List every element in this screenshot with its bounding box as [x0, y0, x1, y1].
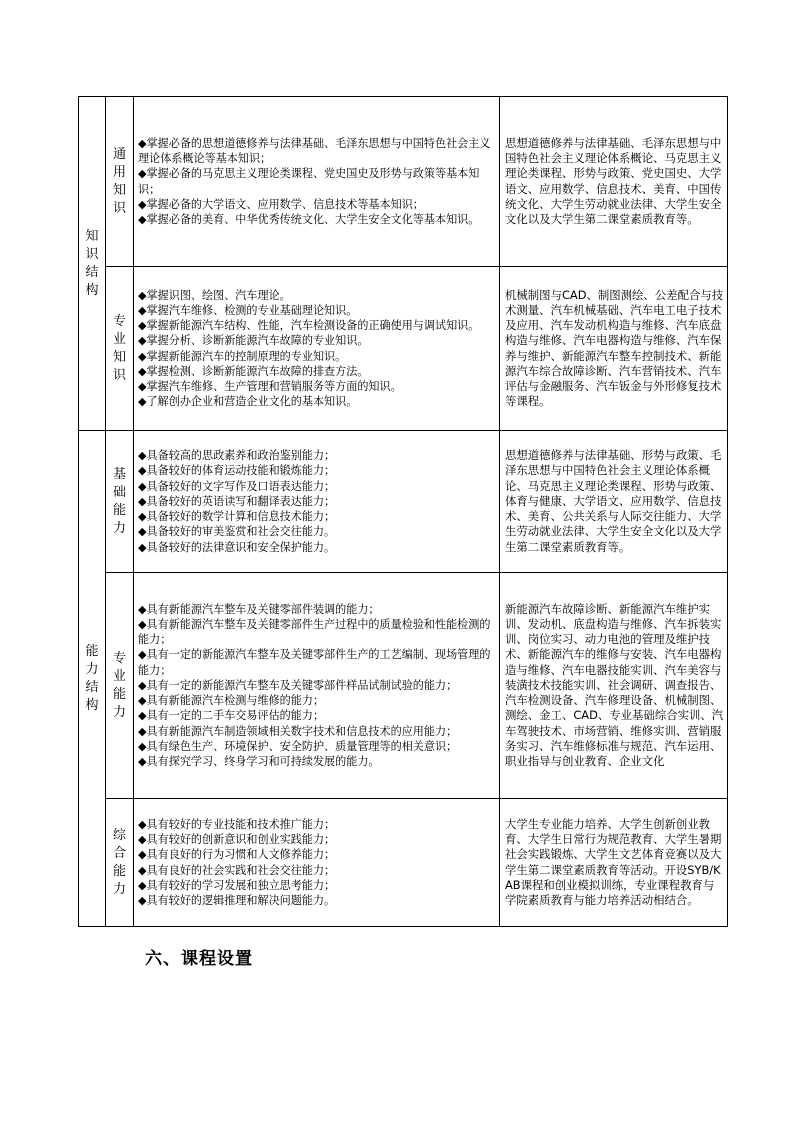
- courses-cell: 思想道德修养与法律基础、形势与政策、毛泽东思想与中国特色社会主义理论体系概论、马克思主义理论类课程、形势与政策、体育与健康、大学语文、应用数学、信息技术、美育、公共关系与人际交往能力、大学生劳动就业法律、大学生安全文化以及大学生第二课堂素质教育等。: [500, 431, 728, 573]
- category-label: 能力结构: [85, 643, 99, 713]
- category-label: 知识结构: [85, 228, 99, 298]
- requirement-item: ◆掌握必备的马克思主义理论类课程、党史国史及形势与政策等基本知识；: [138, 167, 480, 196]
- courses-cell: 大学生专业能力培养、大学生创新创业教育、大学生日常行为规范教育、大学生暑期社会实践锻炼、大学生文艺体育竞赛以及大学生第二课堂素质教育等活动。开设SYB/KAB课程和创业模拟训练，专业课程教育与学院素质教育与能力培养活动相结合。: [500, 799, 728, 927]
- table-row: [79, 573, 728, 799]
- subcategory-professional-ability: [106, 573, 134, 799]
- courses-cell: 新能源汽车故障诊断、新能源汽车维护实训、发动机、底盘构造与维修、汽车拆装实训、岗位实习、动力电池的管理及维护技术、新能源汽车的维修与安装、汽车电器构造与维修、汽车电器技能实训、汽车美容与装潢技术技能实训、社会调研、调查报告、汽车检测设备、汽车修理设备、机械制图、测绘、金工、CAD、专业基础综合实训、汽车驾驶技术、市场营销、维修实训、营销服务实习、汽车维修标准与规范、汽车运用、职业指导与创业教育、企业文化: [500, 573, 728, 799]
- requirements-cell: [134, 267, 500, 431]
- requirement-item: ◆具有较好的专业技能和技术推广能力；: [138, 817, 336, 831]
- table-row: [79, 799, 728, 927]
- requirement-item: ◆掌握检测、诊断新能源汽车故障的排查方法。: [138, 364, 369, 378]
- requirement-item: ◆具有良好的行为习惯和人文修养能力；: [138, 848, 336, 862]
- subcategory-label: 综合能力: [112, 827, 126, 897]
- subcategory-label: 基础能力: [112, 466, 126, 536]
- table-row: [79, 97, 728, 267]
- requirement-item: ◆了解创办企业和营造企业文化的基本知识。: [138, 395, 358, 409]
- requirement-item: ◆掌握必备的美育、中华优秀传统文化、大学生安全文化等基本知识。: [138, 212, 480, 226]
- table-row: [79, 267, 728, 431]
- requirement-item: ◆具有较好的逻辑推理和解决问题能力。: [138, 893, 336, 907]
- subcategory-label: 专业能力: [112, 650, 126, 720]
- requirement-item: ◆掌握必备的思想道德修养与法律基础、毛泽东思想与中国特色社会主义理论体系概论等基本知识；: [138, 136, 491, 166]
- requirement-item: ◆掌握汽车维修、检测的专业基础理论知识。: [138, 303, 358, 317]
- requirement-item: ◆具备较好的文字写作及口语表达能力；: [138, 479, 336, 493]
- requirements-cell: [134, 799, 500, 927]
- requirement-item: ◆具有新能源汽车整车及关键零部件装调的能力；: [138, 602, 380, 616]
- requirement-item: ◆具有较好的创新意识和创业实践能力；: [138, 833, 336, 847]
- requirement-item: ◆具有一定的新能源汽车整车及关键零部件样品试制试验的能力；: [138, 678, 458, 692]
- requirement-item: ◆具有一定的新能源汽车整车及关键零部件生产的工艺编制、现场管理的能力；: [138, 648, 491, 677]
- requirement-item: ◆掌握汽车维修、生产管理和营销服务等方面的知识。: [138, 379, 402, 393]
- requirements-cell: [134, 97, 500, 267]
- requirement-item: ◆具有新能源汽车检测与维修的能力；: [138, 694, 325, 708]
- subcategory-basic-ability: [106, 431, 134, 573]
- requirement-item: ◆具备较好的法律意识和安全保护能力。: [138, 540, 336, 554]
- requirement-item: ◆具有绿色生产、环境保护、安全防护、质量管理等的相关意识；: [138, 739, 458, 753]
- requirement-item: ◆具备较好的数学计算和信息技术能力；: [138, 510, 336, 524]
- requirement-item: ◆具有一定的二手车交易评估的能力；: [138, 709, 325, 723]
- requirement-item: ◆具有较好的学习发展和独立思考能力；: [138, 878, 336, 892]
- subcategory-label: 专业知识: [112, 313, 126, 383]
- requirement-item: ◆掌握识图、绘图、汽车理论。: [138, 288, 291, 302]
- requirement-item: ◆掌握分析、诊断新能源汽车故障的专业知识。: [138, 334, 369, 348]
- requirement-item: ◆具有探究学习、终身学习和可持续发展的能力。: [138, 754, 380, 768]
- requirement-item: ◆具备较好的体育运动技能和锻炼能力；: [138, 464, 336, 478]
- subcategory-comprehensive-ability: [106, 799, 134, 927]
- requirement-item: ◆具备较好的审美鉴赏和社会交往能力。: [138, 525, 336, 539]
- courses-cell: 思想道德修养与法律基础、毛泽东思想与中国特色社会主义理论体系概论、马克思主义理论类课程、形势与政策、党史国史、大学语文、应用数学、信息技术、美育、中国传统文化、大学生劳动就业法律、大学生安全文化以及大学生第二课堂素质教育等。: [500, 97, 728, 267]
- requirements-cell: [134, 573, 500, 799]
- subcategory-general-knowledge: [106, 97, 134, 267]
- requirement-item: ◆具有良好的社会实践和社会交往能力；: [138, 863, 336, 877]
- category-knowledge-structure: [79, 97, 106, 431]
- subcategory-professional-knowledge: [106, 267, 134, 431]
- category-ability-structure: [79, 431, 106, 927]
- requirement-item: ◆具有新能源汽车整车及关键零部件生产过程中的质量检验和性能检测的能力；: [138, 618, 491, 647]
- table-row: [79, 431, 728, 573]
- section-heading: 六、课程设置: [145, 949, 253, 969]
- courses-cell: 机械制图与CAD、制图测绘、公差配合与技术测量、汽车机械基础、汽车电工电子技术及应用、汽车发动机构造与维修、汽车底盘构造与维修、汽车电器构造与维修、汽车保养与维护、新能源汽车整车控制技术、新能源汽车综合故障诊断、汽车营销技术、汽车评估与金融服务、汽车钣金与外形修复技术等课程。: [500, 267, 728, 431]
- requirement-item: ◆掌握必备的大学语文、应用数学、信息技术等基本知识；: [138, 197, 424, 211]
- curriculum-table: [78, 96, 728, 927]
- requirement-item: ◆具备较高的思政素养和政治鉴别能力；: [138, 449, 336, 463]
- subcategory-label: 通用知识: [112, 146, 126, 216]
- requirement-item: ◆具有新能源汽车制造领域相关数字技术和信息技术的应用能力；: [138, 724, 458, 738]
- requirement-item: ◆具备较好的英语读写和翻译表达能力；: [138, 494, 336, 508]
- requirement-item: ◆掌握新能源汽车结构、性能，汽车检测设备的正确使用与调试知识。: [138, 319, 480, 333]
- requirements-cell: [134, 431, 500, 573]
- requirement-item: ◆掌握新能源汽车的控制原理的专业知识。: [138, 349, 347, 363]
